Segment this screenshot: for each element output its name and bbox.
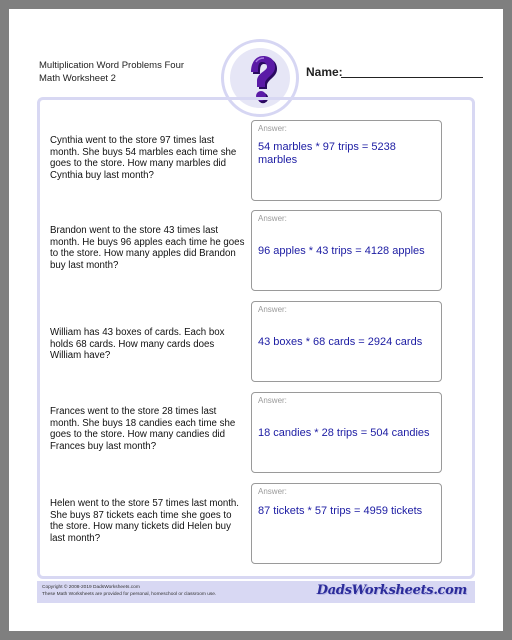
answer-text: 18 candies * 28 trips = 504 candies	[258, 427, 430, 439]
answer-box	[251, 392, 442, 473]
usage-note: These Math Worksheets are provided for personal, homeschool or classroom use.	[42, 592, 217, 597]
answer-label: Answer:	[258, 305, 287, 314]
answer-text: 54 marbles * 97 trips = 5238 marbles	[258, 141, 396, 166]
worksheet-title-line2: Math Worksheet 2	[39, 73, 116, 84]
question-text: Brandon went to the store 43 times last month. He buys 96 apples each time he goes to the store. How many apples did Brandon buy last month?	[50, 225, 245, 271]
answer-box	[251, 210, 442, 291]
answer-text: 43 boxes * 68 cards = 2924 cards	[258, 336, 423, 348]
worksheet-page	[9, 9, 503, 631]
answer-label: Answer:	[258, 214, 287, 223]
answer-text: 87 tickets * 57 trips = 4959 tickets	[258, 505, 423, 517]
answer-box	[251, 120, 442, 201]
copyright-text: Copyright © 2008-2019 DadsWorksheets.com	[42, 585, 140, 590]
question-text: William has 43 boxes of cards. Each box holds 68 cards. How many cards does William have?	[50, 327, 225, 362]
question-text: Cynthia went to the store 97 times last month. She buys 54 marbles each time she goes to the store. How many marbles did Cynthia buy last month?	[50, 135, 237, 181]
brand-logo: DadsWorksheets.com	[316, 583, 467, 598]
worksheet-title-line1: Multiplication Word Problems Four	[39, 60, 185, 71]
worksheet-title	[39, 59, 184, 85]
answer-box	[251, 483, 442, 564]
question-text: Frances went to the store 28 times last month. She buys 18 candies each time she goes to the store. How many candies did Frances buy last month?	[50, 406, 236, 452]
question-text: Helen went to the store 57 times last month. She buys 87 tickets each time she goes to the store. How many tickets did Helen buy last month?	[50, 498, 240, 544]
answer-box	[251, 301, 442, 382]
answer-label: Answer:	[258, 124, 287, 133]
answer-label: Answer:	[258, 396, 287, 405]
answer-text: 96 apples * 43 trips = 4128 apples	[258, 245, 425, 257]
name-field-line[interactable]	[341, 77, 483, 78]
footer-bar	[37, 581, 475, 603]
answer-label: Answer:	[258, 487, 287, 496]
name-label: Name:	[306, 65, 343, 79]
